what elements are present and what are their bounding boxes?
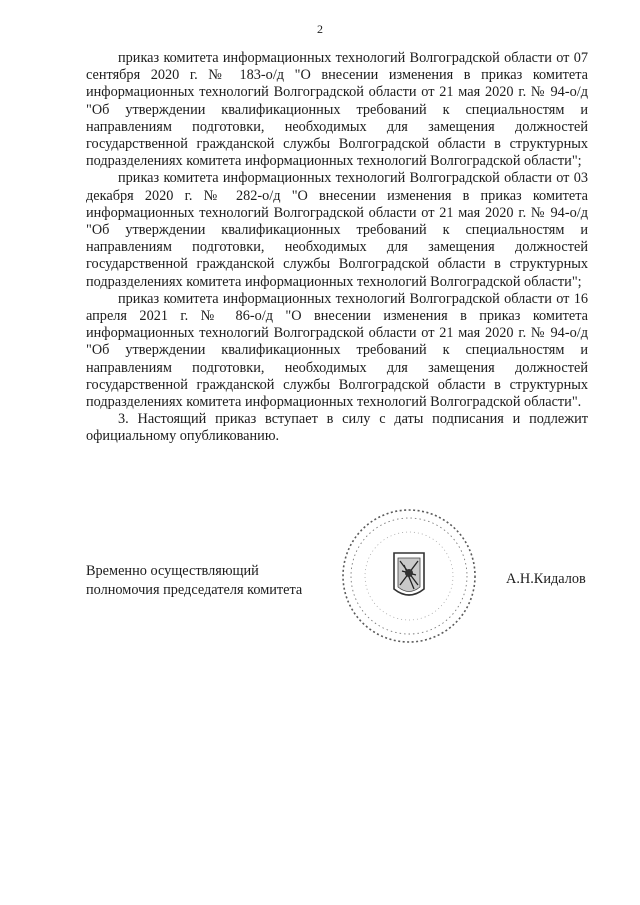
- page-number: 2: [317, 22, 323, 36]
- official-seal-stamp: [338, 505, 480, 647]
- signatory-position-line-1: Временно осуществляющий: [86, 563, 259, 579]
- paragraph-order-86: приказ комитета информационных технологий Волгоградской области от 16 апреля 2021 г. № 86-о/д "О внесении изменения в приказ комитета информационных технологий Волгоградской области от 21 мая 2020 г. № 94-о/д "Об утверждении квалификационных требований к специальностям и направлениям подготовки, необходимых для замещения должностей государственной гражданской службы Волгоградской области в структурных подразделениях комитета информационных технологий Волгоградской области".: [86, 290, 588, 411]
- signatory-position-line-2: полномочия председателя комитета: [86, 582, 303, 598]
- paragraph-order-282: приказ комитета информационных технологий Волгоградской области от 03 декабря 2020 г. № 282-о/д "О внесении изменения в приказ комитета информационных технологий Волгоградской области от 21 мая 2020 г. № 94-о/д "Об утверждении квалификационных требований к специальностям и направлениям подготовки, необходимых для замещения должностей государственной гражданской службы Волгоградской области в структурных подразделениях комитета информационных технологий Волгоградской области";: [86, 170, 588, 290]
- paragraph-order-183: приказ комитета информационных технологий Волгоградской области от 07 сентября 2020 г. № 183-о/д "О внесении изменения в приказ комитета информационных технологий Волгоградской области от 21 мая 2020 г. № 94-о/д "Об утверждении квалификационных требований к специальностям и направлениям подготовки, необходимых для замещения должностей государственной гражданской службы Волгоградской области в структурных подразделениях комитета информационных технологий Волгоградской области";: [86, 50, 588, 170]
- coat-of-arms-icon: [394, 553, 424, 595]
- paragraph-effective-date: 3. Настоящий приказ вступает в силу с даты подписания и подлежит официальному опубликованию.: [86, 411, 588, 445]
- signatory-name: А.Н.Кидалов: [506, 571, 586, 587]
- document-body: [86, 50, 588, 446]
- signatory-position: [86, 562, 302, 600]
